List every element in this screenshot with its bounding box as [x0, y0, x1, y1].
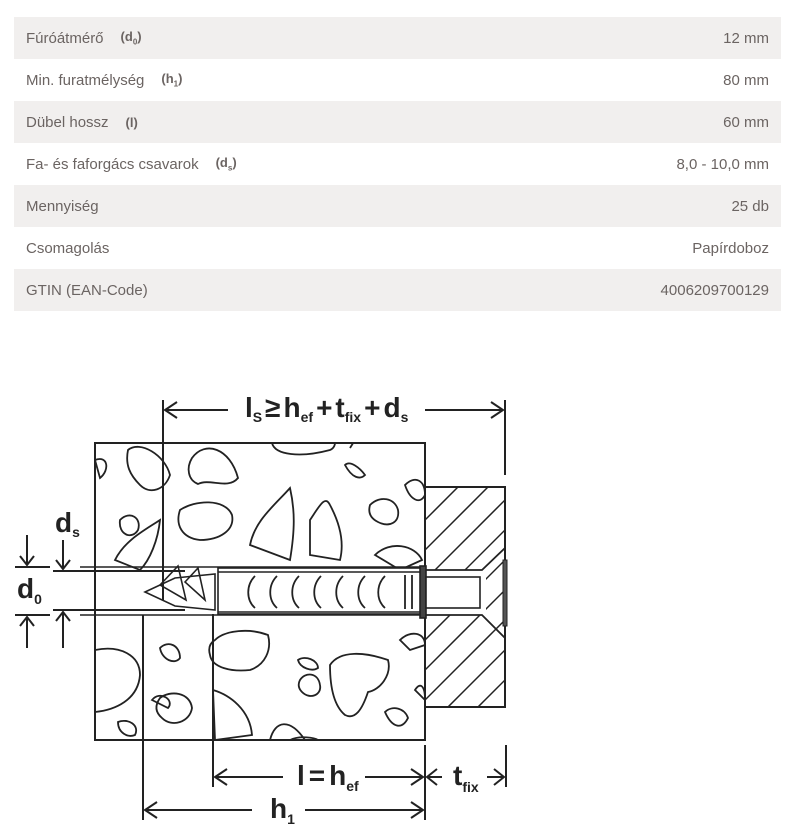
spec-symbol: $(d_0)$: [120, 29, 142, 47]
spec-value: 80 mm: [723, 71, 769, 89]
ls-formula: lS ≥ hef + tfix + ds: [245, 392, 409, 425]
spec-value: 25 db: [731, 197, 769, 215]
spec-value: 12 mm: [723, 29, 769, 47]
spec-row-screw-diameter: [14, 143, 781, 185]
spec-symbol: $(d_s)$: [215, 155, 237, 173]
spec-symbol: (l): [125, 114, 138, 130]
tfix-label: $t_{fix}$: [453, 760, 479, 795]
spec-row-gtin: [14, 269, 781, 311]
d0-label: $d_0$: [17, 573, 42, 607]
spec-table: [14, 17, 781, 311]
spec-value: 8,0 - 10,0 mm: [676, 155, 769, 173]
spec-label: Csomagolás: [26, 239, 110, 257]
spec-label: Mennyiség: [26, 197, 99, 215]
spec-value: 4006209700129: [660, 281, 769, 299]
spec-value: Papírdoboz: [692, 239, 769, 257]
spec-row-drill-diameter: [14, 17, 781, 59]
spec-symbol: $(h_1)$: [161, 71, 183, 89]
spec-row-min-hole-depth: [14, 59, 781, 101]
spec-value: 60 mm: [723, 113, 769, 131]
spec-row-packaging: [14, 227, 781, 269]
spec-label: GTIN (EAN-Code): [26, 281, 148, 299]
spec-label: Dübel hossz: [26, 113, 109, 131]
spec-row-quantity: [14, 185, 781, 227]
spec-label: Min. furatmélység: [26, 71, 145, 89]
installation-diagram: [0, 360, 793, 839]
h1-label: $h_1$: [270, 793, 295, 827]
spec-label: Fúróátmérő: [26, 29, 104, 47]
spec-label: Fa- és faforgács csavarok: [26, 155, 199, 173]
l-formula: $l = h_{ef}$: [297, 760, 359, 794]
ds-label: ds: [55, 507, 80, 540]
spec-row-dowel-length: [14, 101, 781, 143]
